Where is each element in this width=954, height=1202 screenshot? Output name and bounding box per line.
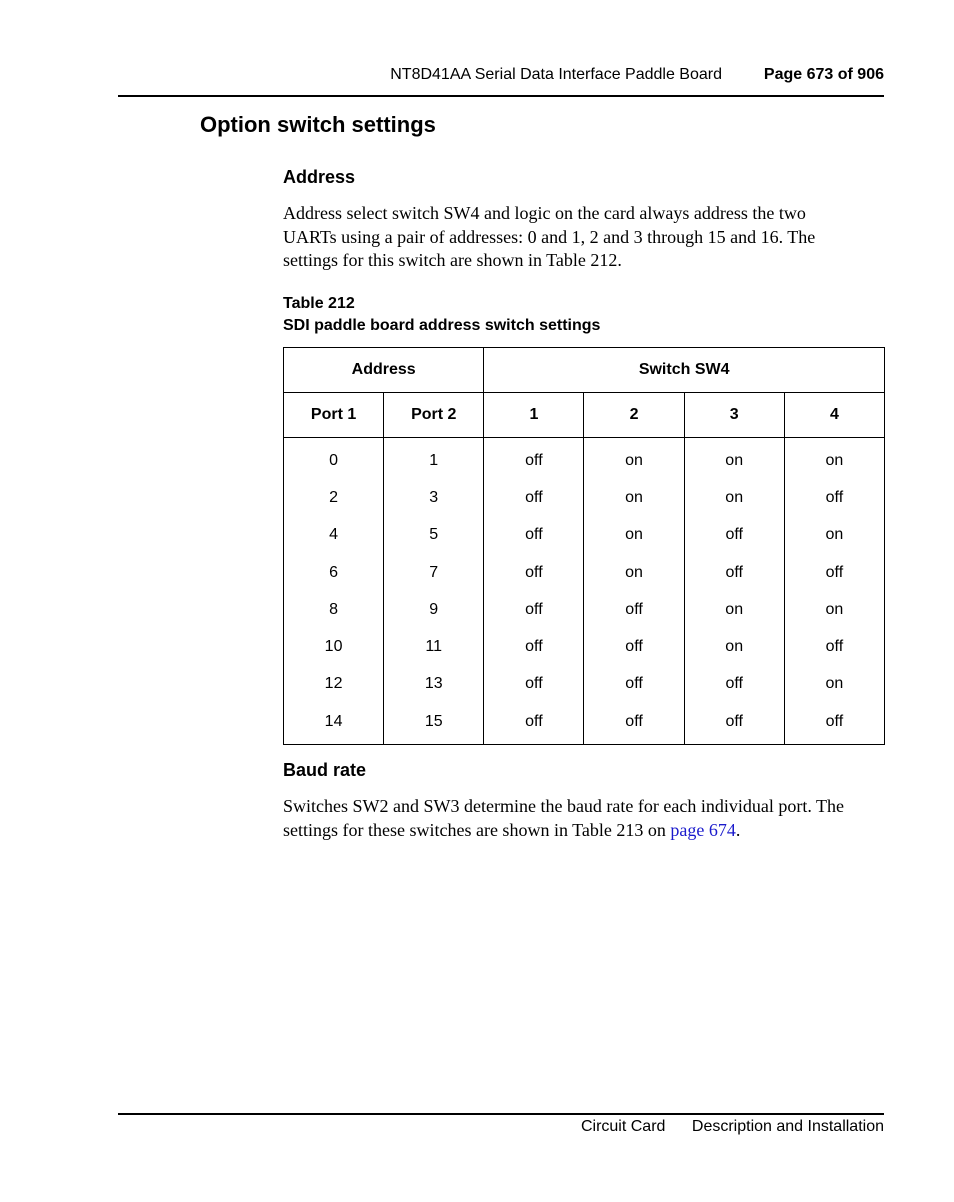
column-header: 4 — [784, 393, 884, 438]
table-cell: off — [784, 628, 884, 665]
table-cell: 2 — [284, 479, 384, 516]
paragraph-text: . — [735, 819, 741, 840]
table-cell: off — [584, 666, 684, 703]
column-header: 1 — [484, 393, 584, 438]
column-header: Port 2 — [384, 393, 484, 438]
table-row — [284, 517, 885, 554]
baud-rate-heading: Baud rate — [283, 760, 367, 780]
column-header: 3 — [684, 393, 784, 438]
table-cell: 9 — [384, 591, 484, 628]
page-footer — [581, 1118, 884, 1136]
address-group-header: Address — [284, 348, 484, 393]
column-header: Port 1 — [284, 393, 384, 438]
table-cell: off — [784, 703, 884, 745]
table-cell: off — [484, 703, 584, 745]
table-cell: off — [484, 438, 584, 480]
document-title: NT8D41AA Serial Data Interface Paddle Board — [390, 66, 722, 83]
table-number: Table 212 — [283, 295, 355, 312]
table-cell: 8 — [284, 591, 384, 628]
table-cell: on — [784, 591, 884, 628]
table-cell: off — [484, 479, 584, 516]
switch-settings-table — [283, 347, 885, 745]
table-cell: off — [484, 628, 584, 665]
table-cell: on — [684, 479, 784, 516]
table-cell: on — [584, 438, 684, 480]
table-cell: 14 — [284, 703, 384, 745]
address-paragraph — [283, 202, 883, 273]
table-cell: on — [684, 591, 784, 628]
table-cell: off — [484, 666, 584, 703]
table-cell: 0 — [284, 438, 384, 480]
table-cell: on — [784, 517, 884, 554]
table-cell: off — [584, 703, 684, 745]
footer-right-text: Description and Installation — [691, 1118, 884, 1135]
table-cell: on — [684, 628, 784, 665]
table-cell: on — [584, 554, 684, 591]
page-number: Page 673 of 906 — [763, 66, 884, 83]
table-cell: on — [784, 666, 884, 703]
table-row — [284, 628, 885, 665]
paragraph-line: settings for this switch are shown in Table 212. — [283, 250, 622, 270]
table-cell: 1 — [384, 438, 484, 480]
table-cell: 3 — [384, 479, 484, 516]
table-cell: off — [784, 554, 884, 591]
paragraph-line: Address select switch SW4 and logic on the card always address the two — [283, 203, 806, 223]
table-cell: off — [584, 591, 684, 628]
table-cell: on — [584, 517, 684, 554]
table-cell: 7 — [384, 554, 484, 591]
address-heading: Address — [283, 167, 356, 187]
table-group-header-row — [284, 348, 885, 393]
paragraph-line: UARTs using a pair of addresses: 0 and 1, 2 and 3 through 15 and 16. The — [283, 226, 816, 247]
table-cell: off — [484, 591, 584, 628]
page-header — [118, 66, 884, 86]
table-cell: on — [684, 438, 784, 480]
table-cell: 6 — [284, 554, 384, 591]
table-row — [284, 479, 885, 516]
table-row — [284, 554, 885, 591]
table-cell: off — [584, 628, 684, 665]
table-cell: off — [784, 479, 884, 516]
column-header: 2 — [584, 393, 684, 438]
table-cell: 12 — [284, 666, 384, 703]
table-caption — [283, 293, 600, 336]
table-row — [284, 438, 885, 480]
table-row — [284, 703, 885, 745]
baud-rate-paragraph — [283, 795, 883, 842]
header-rule — [118, 95, 884, 97]
table-cell: off — [684, 554, 784, 591]
section-title: Option switch settings — [200, 112, 436, 137]
table-row — [284, 666, 885, 703]
switch-group-header: Switch SW4 — [484, 348, 885, 393]
table-cell: on — [584, 479, 684, 516]
table-cell: off — [684, 666, 784, 703]
table-cell: 10 — [284, 628, 384, 665]
table-cell: off — [484, 554, 584, 591]
table-cell: 15 — [384, 703, 484, 745]
table-row — [284, 591, 885, 628]
table-cell: 5 — [384, 517, 484, 554]
table-cell: on — [784, 438, 884, 480]
table-cell: 11 — [384, 628, 484, 665]
table-cell: off — [684, 517, 784, 554]
paragraph-line: Switches SW2 and SW3 determine the baud rate for each individual port. The — [283, 796, 845, 816]
table-cell: off — [684, 703, 784, 745]
table-cell: 4 — [284, 517, 384, 554]
paragraph-text: settings for these switches are shown in Table 213 on — [283, 819, 671, 840]
footer-left-text: Circuit Card — [580, 1118, 666, 1135]
paragraph-line — [283, 819, 883, 843]
table-title: SDI paddle board address switch settings — [283, 316, 601, 334]
table-cell: off — [484, 517, 584, 554]
page-674-link[interactable]: page 674 — [670, 819, 736, 840]
footer-rule — [118, 1113, 884, 1115]
table-column-header-row — [284, 393, 885, 438]
table-cell: 13 — [384, 666, 484, 703]
